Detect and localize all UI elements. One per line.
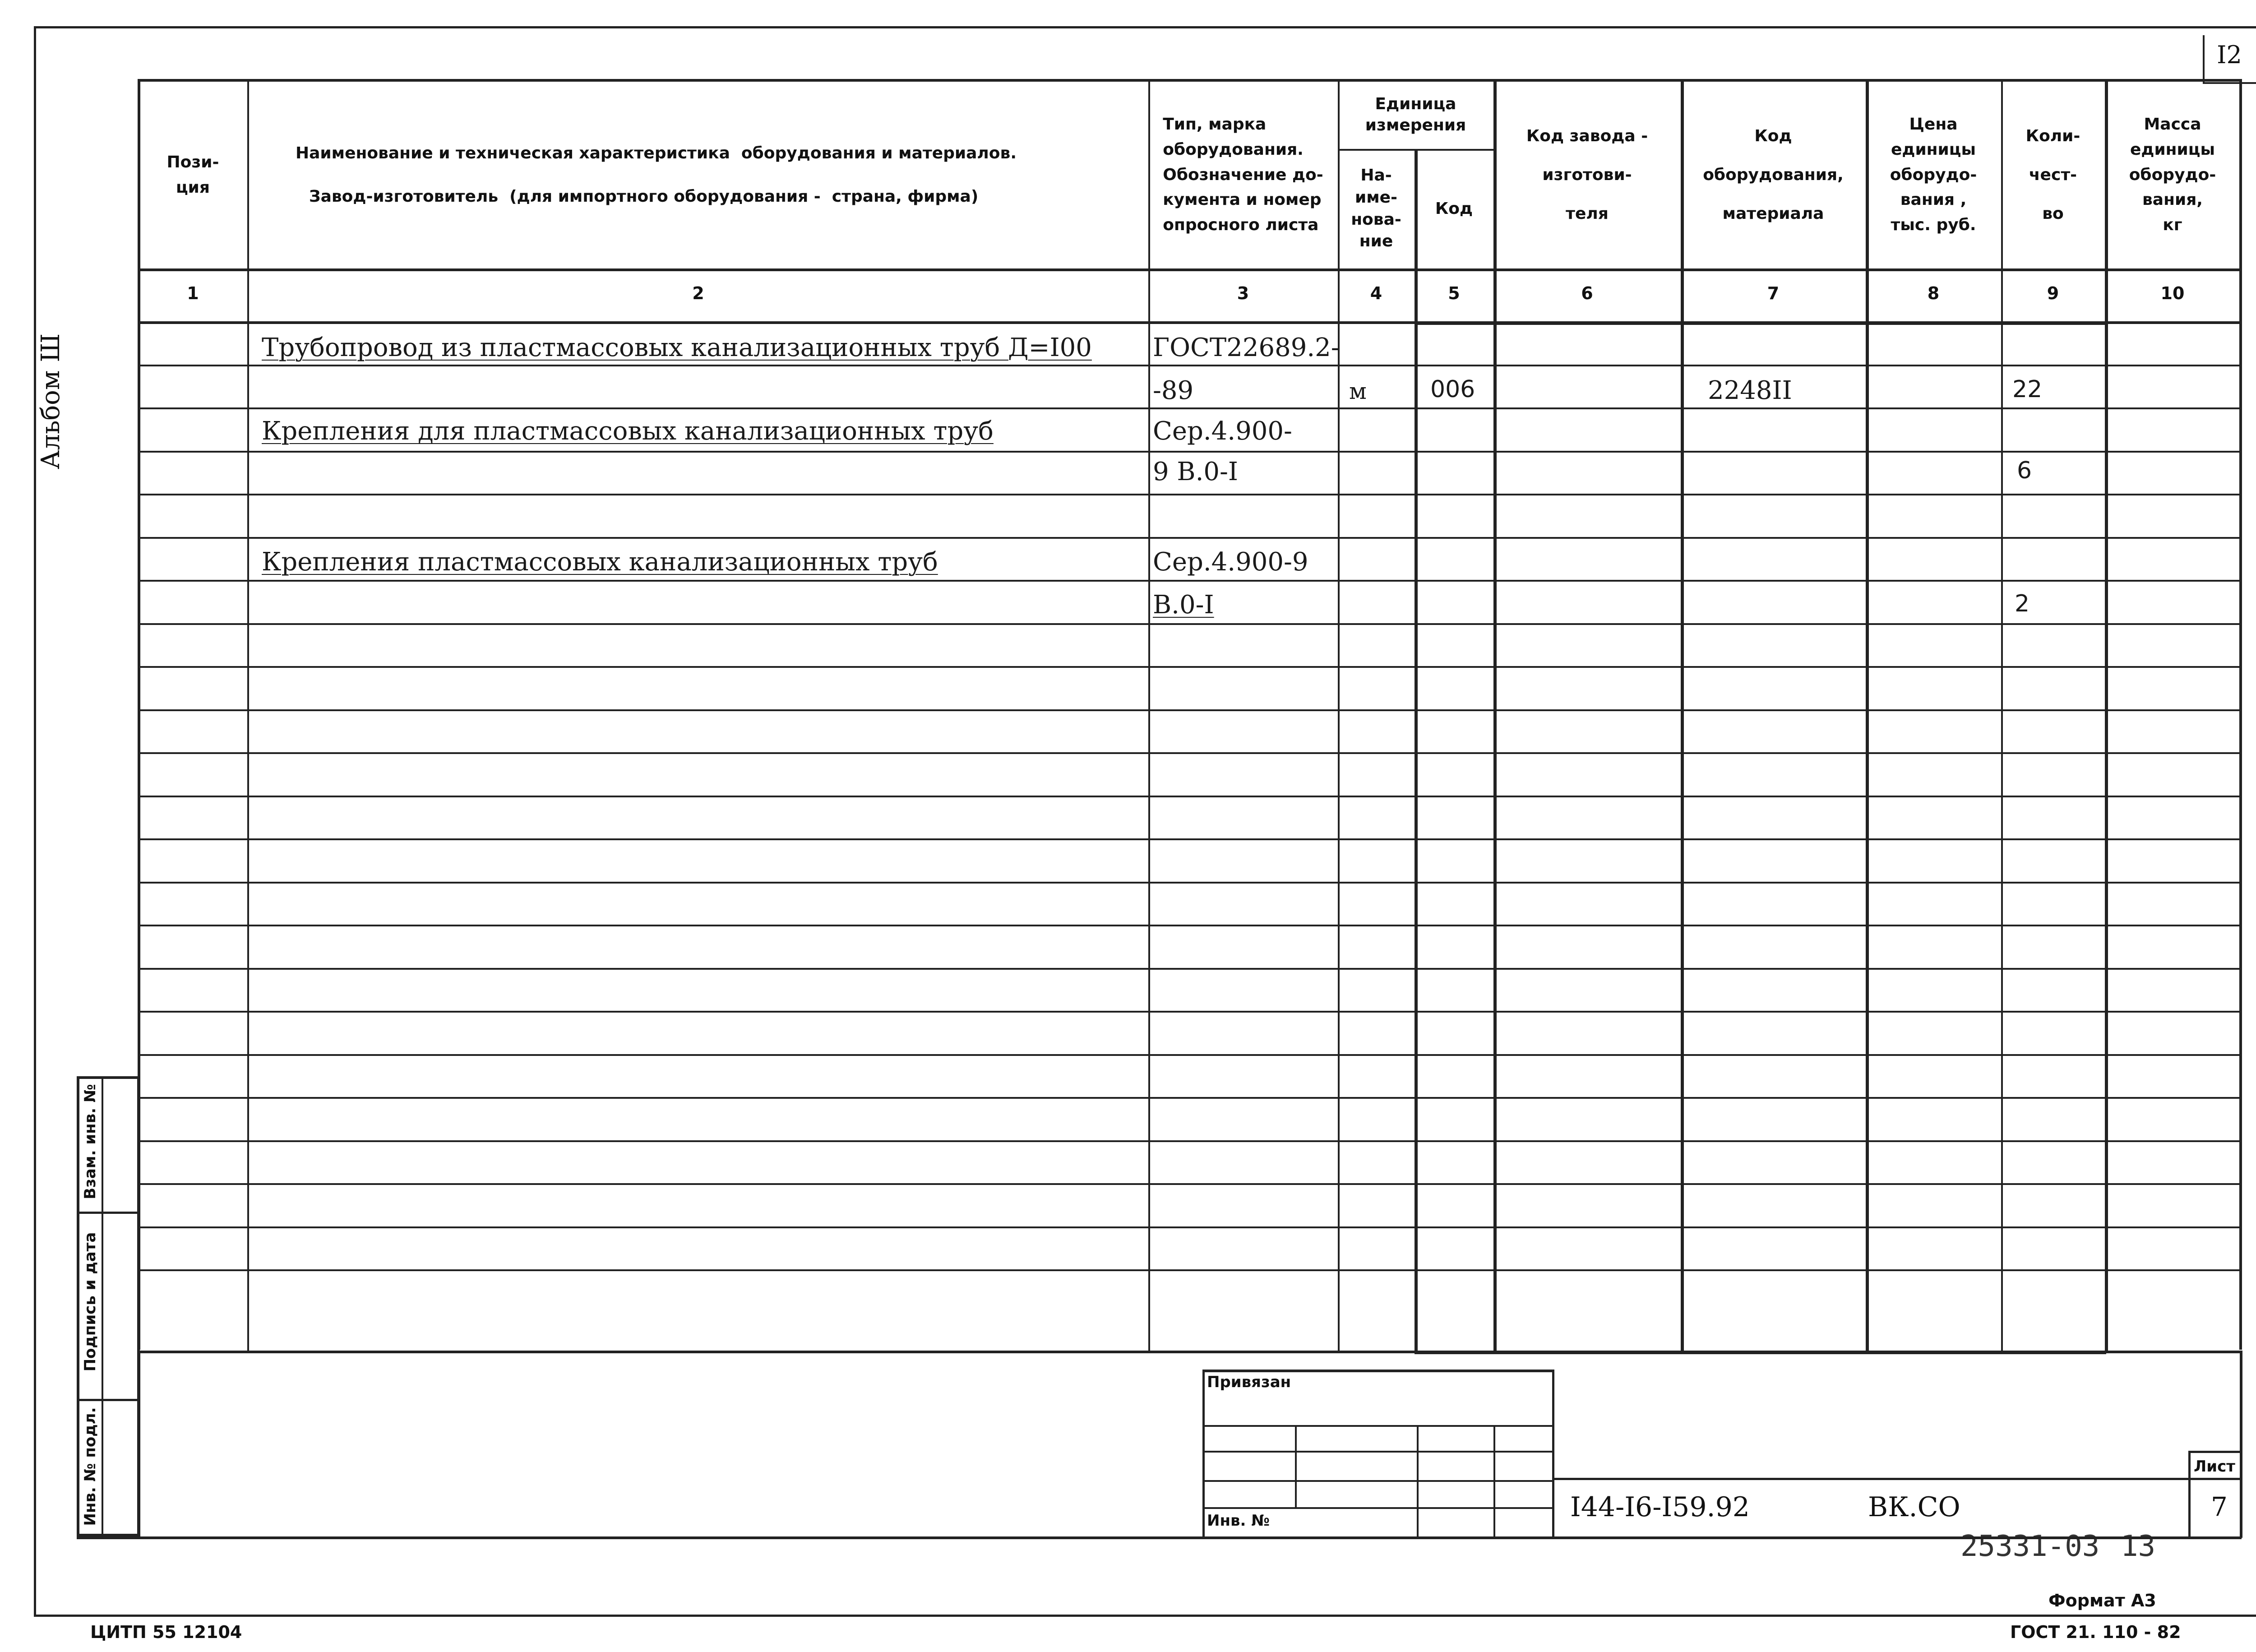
row-7-doc: В.0-I xyxy=(1153,590,1214,620)
row-line xyxy=(138,537,2242,539)
header-equipment-code: Код оборудования, материала xyxy=(1703,126,1844,223)
col-line xyxy=(1681,79,1684,1351)
row-7-quantity: 2 xyxy=(2015,590,2030,617)
row-2-quantity: 22 xyxy=(2012,376,2043,403)
title-left-edge xyxy=(138,1351,140,1538)
handwritten-number: 25331-03 xyxy=(1960,1530,2100,1563)
list-number: 7 xyxy=(2211,1491,2228,1522)
list-box-left xyxy=(2188,1451,2191,1538)
row-line xyxy=(138,1054,2242,1056)
row-line xyxy=(138,1226,2242,1228)
col-num-8: 8 xyxy=(1927,283,1940,303)
col-line xyxy=(2105,79,2108,1351)
doc-mark: ВК.СО xyxy=(1868,1491,1960,1523)
col-num-7: 7 xyxy=(1767,283,1780,303)
header-bottom-line xyxy=(138,268,2242,271)
privyazan-line-2 xyxy=(1202,1451,1552,1453)
col-num-5: 5 xyxy=(1448,283,1460,303)
gost-label: ГОСТ 21. 110 - 82 xyxy=(2010,1622,2181,1642)
privyazan-v3 xyxy=(1493,1425,1495,1538)
col-line xyxy=(247,79,249,1351)
row-line xyxy=(138,796,2242,797)
title-bottom-line xyxy=(77,1536,2242,1539)
privyazan-line-3 xyxy=(1202,1480,1552,1482)
col-line xyxy=(1866,79,1869,1351)
header-plant-code: Код завода - изготови- теля xyxy=(1526,126,1648,223)
row-6-name: Крепления пластмассовых канализационных труб xyxy=(262,547,938,577)
header-type: Тип, марка оборудования. Обозначение до- кумента и номер опросного листа xyxy=(1163,115,1323,235)
row-line xyxy=(138,666,2242,668)
row-6-doc: Сер.4.900-9 xyxy=(1153,547,1308,577)
row-1-doc: ГОСТ22689.2- xyxy=(1153,333,1340,362)
row-4-doc: 9 В.0-I xyxy=(1153,457,1239,486)
header-unit-name: На- име- нова- ние xyxy=(1351,166,1401,251)
album-label: Альбом Ш xyxy=(36,333,65,469)
privyazan-right xyxy=(1552,1370,1554,1538)
privyazan-line-1 xyxy=(1202,1425,1552,1427)
row-2-unit: м xyxy=(1349,378,1367,404)
row-line xyxy=(138,1097,2242,1099)
handwritten-page: 13 xyxy=(2121,1530,2156,1563)
row-1-name: Трубопровод из пластмассовых канализационных труб Д=I00 xyxy=(262,333,1092,362)
header-unit-group: Единица измерения xyxy=(1365,95,1466,134)
table-body-bottom xyxy=(138,1351,2242,1353)
sheet-corner-number: I2 xyxy=(2217,41,2242,69)
header-price: Цена единицы оборудо- вания , тыс. руб. xyxy=(1890,115,1977,235)
col-num-1: 1 xyxy=(187,283,199,303)
col-line xyxy=(1148,79,1150,1351)
left-mark: ЦИТП 55 12104 xyxy=(90,1622,242,1642)
row-line xyxy=(138,752,2242,754)
row-line xyxy=(138,1140,2242,1142)
col-line xyxy=(1493,79,1497,1351)
privyazan-v2 xyxy=(1417,1425,1419,1538)
col-line xyxy=(1415,149,1418,1351)
privyazan-v1 xyxy=(1295,1425,1297,1507)
row-line xyxy=(138,623,2242,625)
row-2-equipment-code: 2248II xyxy=(1708,376,1792,405)
side-stamp-inner xyxy=(102,1076,103,1538)
title-main-top xyxy=(1552,1478,2242,1480)
header-unit-code: Код xyxy=(1435,199,1473,218)
header-quantity: Коли- чест- во xyxy=(2025,126,2080,223)
list-box-mid xyxy=(2188,1478,2242,1480)
col-line xyxy=(1338,79,1340,1351)
side-stamp-div-1 xyxy=(77,1212,140,1214)
col-num-3: 3 xyxy=(1237,283,1249,303)
row-line xyxy=(138,494,2242,495)
header-position: Пози- ция xyxy=(166,153,219,197)
privyazan-left xyxy=(1202,1370,1205,1538)
col-num-10: 10 xyxy=(2160,283,2185,303)
row-line xyxy=(138,1269,2242,1271)
side-stamp-inv: Инв. № подл. xyxy=(81,1407,99,1526)
row-line xyxy=(138,1011,2242,1013)
row-line xyxy=(138,709,2242,711)
row-line xyxy=(138,451,2242,453)
row-line xyxy=(138,925,2242,926)
row-line xyxy=(138,838,2242,840)
format-label: Формат А3 xyxy=(2048,1591,2156,1610)
side-stamp-div-2 xyxy=(77,1399,140,1401)
row-2-doc: -89 xyxy=(1153,376,1194,405)
col-line xyxy=(2001,79,2003,1351)
list-box-top xyxy=(2188,1451,2242,1453)
row-line xyxy=(138,968,2242,970)
col-num-2: 2 xyxy=(692,283,704,303)
col-num-9: 9 xyxy=(2047,283,2059,303)
row-line xyxy=(138,407,2242,409)
privyazan-label: Привязан xyxy=(1207,1373,1291,1391)
list-label: Лист xyxy=(2194,1458,2235,1476)
row-4-quantity: 6 xyxy=(2017,457,2032,484)
inv-no-label: Инв. № xyxy=(1207,1512,1270,1530)
privyazan-top xyxy=(1202,1370,1552,1372)
row-2-code: 006 xyxy=(1430,376,1475,403)
header-name: Наименование и техническая характеристика оборудования и материалов. Завод-изготовитель (для импортного оборудования - страна, фирма) xyxy=(296,143,1017,206)
col-num-6: 6 xyxy=(1581,283,1593,303)
row-3-doc: Сер.4.900- xyxy=(1153,416,1292,446)
row-line xyxy=(138,882,2242,884)
side-stamp-vzam: Взам. инв. № xyxy=(81,1084,99,1199)
side-stamp-podpis: Подпись и дата xyxy=(81,1232,99,1372)
row-line xyxy=(138,1183,2242,1185)
privyazan-line-4 xyxy=(1202,1507,1552,1509)
col-num-4: 4 xyxy=(1370,283,1382,303)
title-right-edge xyxy=(2240,1351,2242,1538)
row-line xyxy=(138,580,2242,582)
doc-code: I44-I6-I59.92 xyxy=(1570,1491,1750,1523)
header-mass: Масса единицы оборудо- вания, кг xyxy=(2129,115,2216,235)
row-3-name: Крепления для пластмассовых канализационных труб xyxy=(262,416,994,446)
row-line xyxy=(138,365,2242,366)
